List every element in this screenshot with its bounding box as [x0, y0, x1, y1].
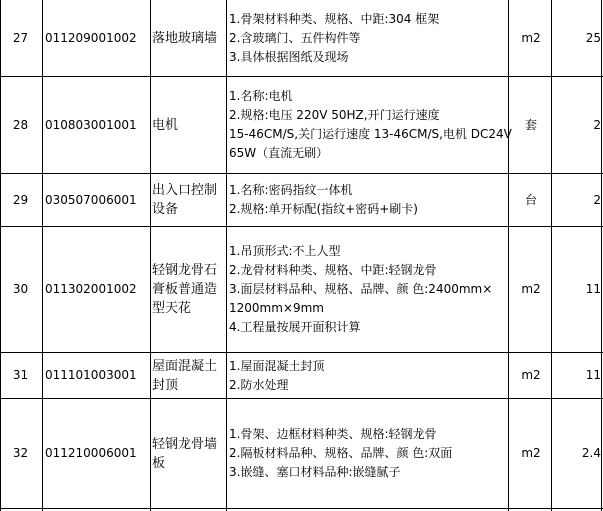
row-qty: 2: [593, 117, 601, 132]
row-features: [229, 399, 509, 508]
feature-line: 1.名称:密码指纹一体机: [229, 183, 353, 197]
row-code: 011210006001: [45, 446, 137, 460]
row-name: 电机: [152, 117, 179, 133]
row-qty: 2.4: [581, 446, 601, 460]
feature-line: 1.骨架、边框材料种类、规格:轻钢龙骨: [229, 427, 437, 441]
feature-line: 2.规格:电压 220V 50HZ,开门运行速度: [229, 108, 440, 122]
row-name: 轻钢龙骨墙板: [152, 436, 218, 471]
row-unit: 套: [524, 117, 537, 132]
row-seq: 30: [12, 282, 29, 296]
row-seq: 27: [12, 30, 29, 45]
row-name: 出入口控制设备: [152, 183, 218, 217]
feature-line: 2.龙骨材料种类、规格、中距:轻钢龙骨: [229, 263, 437, 277]
row-seq: 28: [12, 117, 29, 132]
feature-line: 3.嵌缝、塞口材料品种:嵌缝腻子: [229, 465, 401, 479]
row-code: 030507006001: [45, 192, 137, 207]
feature-line: 1.骨架材料种类、规格、中距:304 框架: [229, 11, 440, 26]
grid-line: [0, 508, 603, 509]
feature-line: 2.规格:单开标配(指纹+密码+刷卡): [229, 202, 418, 216]
feature-line: 1.吊顶形式:不上人型: [229, 244, 341, 258]
row-features: [229, 174, 509, 226]
row-features: [229, 0, 509, 76]
feature-line: 1.屋面混凝土封顶: [229, 358, 325, 373]
feature-line: 1.名称:电机: [229, 89, 293, 103]
row-features: [229, 353, 509, 398]
row-name: 落地玻璃墙: [152, 30, 218, 46]
row-code: 011101003001: [45, 368, 137, 382]
row-qty: 25: [585, 30, 601, 45]
row-seq: 32: [12, 446, 29, 460]
feature-line: 3.具体根据图纸及现场: [229, 49, 349, 64]
row-name: 屋面混凝土封顶: [152, 358, 218, 393]
row-unit: 台: [524, 192, 537, 207]
feature-line: 1200mm×9mm: [229, 301, 324, 315]
row-qty: 11: [585, 368, 601, 382]
row-features: [229, 77, 512, 173]
feature-line: 65W（直流无刷）: [229, 146, 329, 160]
row-qty: 11: [585, 282, 601, 296]
row-unit: m2: [521, 446, 541, 460]
feature-line: 2.含玻璃门、五件构件等: [229, 30, 361, 45]
feature-line: 2.防水处理: [229, 377, 289, 392]
row-code: 010803001001: [45, 117, 137, 132]
row-features: [229, 227, 509, 352]
row-unit: m2: [521, 282, 541, 296]
row-name: 轻钢龙骨石膏板普通造型天花: [152, 263, 218, 316]
row-seq: 31: [12, 368, 29, 382]
feature-line: 2.隔板材料品种、规格、品牌、颜 色:双面: [229, 446, 453, 460]
feature-line: 4.工程量按展开面积计算: [229, 320, 361, 334]
feature-line: 3.面层材料品种、规格、品牌、颜 色:2400mm×: [229, 282, 493, 296]
row-unit: m2: [521, 368, 541, 382]
row-qty: 2: [593, 192, 601, 207]
feature-line: 15-46CM/S,关门运行速度 13-46CM/S,电机 DC24V: [229, 127, 512, 141]
row-seq: 29: [12, 192, 29, 207]
row-code: 011302001002: [45, 282, 137, 296]
row-unit: m2: [521, 30, 541, 45]
row-code: 011209001002: [45, 30, 137, 45]
